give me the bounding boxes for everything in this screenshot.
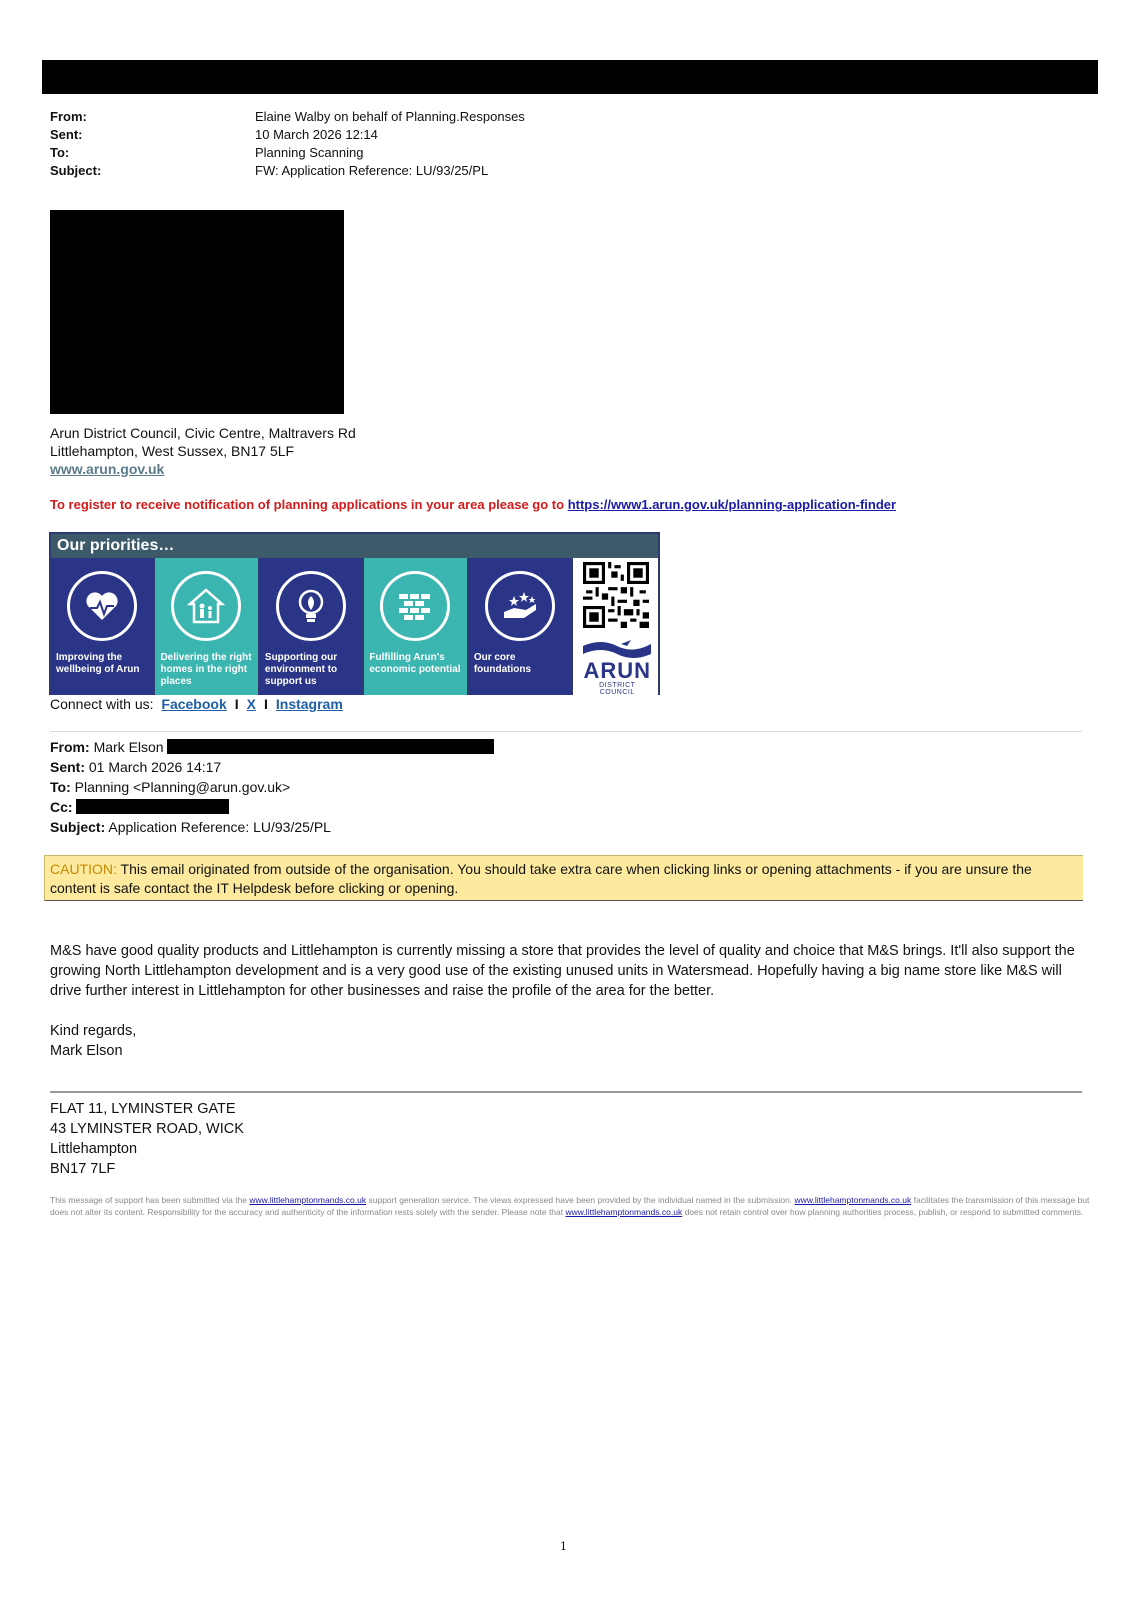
- priorities-tiles: [51, 558, 658, 695]
- priorities-heading: Our priorities…: [51, 534, 658, 558]
- original-to-label: To:: [50, 779, 71, 795]
- original-sent-value: 01 March 2026 14:17: [88, 759, 222, 775]
- arun-logo-tile: [573, 558, 658, 695]
- sign-off: Kind regards,: [50, 1023, 137, 1039]
- planning-notice: [50, 497, 896, 512]
- x-link[interactable]: X: [246, 696, 256, 712]
- priority-caption: Our core foundations: [473, 652, 532, 675]
- planning-finder-link[interactable]: https://www1.arun.gov.uk/planning-application-finder: [567, 497, 897, 512]
- original-subject-row: [50, 818, 331, 836]
- disclaimer-link[interactable]: www.littlehamptonmands.co.uk: [565, 1207, 683, 1217]
- sender-address-line2: 43 LYMINSTER ROAD, WICK: [50, 1121, 244, 1137]
- redaction-bar: [42, 60, 1098, 94]
- sender-address-line3: Littlehampton: [50, 1141, 138, 1157]
- priority-caption: Fulfilling Arun's economic potential: [369, 652, 461, 675]
- header-to-value: Planning Scanning: [255, 145, 364, 160]
- divider: [50, 731, 1082, 732]
- original-sent-row: [50, 758, 221, 776]
- arun-logo-word: ARUN: [583, 658, 652, 683]
- priority-caption: Delivering the right homes in the right places: [160, 652, 252, 687]
- disclaimer-link[interactable]: www.littlehamptonmands.co.uk: [794, 1195, 912, 1205]
- separator: I: [234, 696, 239, 712]
- original-cc-row: [50, 798, 229, 816]
- original-sent-label: Sent:: [50, 759, 85, 775]
- disclaimer-part3: facilitates the transmission of this message but does not alter its content. Responsibility for the accuracy and authenticity of the information rests solely with the sender. Please note that: [50, 1195, 1090, 1217]
- header-to-label: To:: [50, 145, 70, 160]
- priority-tile-foundations: [469, 558, 571, 695]
- header-from-value: Elaine Walby on behalf of Planning.Responses: [255, 109, 525, 124]
- caution-text: This email originated from outside of the organisation. You should take extra care when clicking links or opening attachments - if you are unsure the content is safe contact the IT Helpdesk before clicking or opening.: [50, 861, 1032, 896]
- heart-pulse-icon: [67, 571, 137, 641]
- planning-notice-text: To register to receive notification of planning applications in your area please go to: [50, 497, 565, 512]
- hand-stars-icon: [485, 571, 555, 641]
- original-cc-label: Cc:: [50, 799, 73, 815]
- message-body: M&S have good quality products and Littlehampton is currently missing a store that provides the level of quality and choice that M&S brings. It'll also support the growing North Littlehampton development and is a very good use of the existing unused units in Watersmead. Hopefully having a big name store like M&S will drive further interest in Littlehampton for other businesses and raise the profile of the area for the better.: [50, 943, 1075, 999]
- disclaimer: [50, 1194, 1090, 1218]
- lightbulb-leaf-icon: [276, 571, 346, 641]
- header-sent-value: 10 March 2026 12:14: [255, 127, 378, 142]
- disclaimer-link[interactable]: www.littlehamptonmands.co.uk: [249, 1195, 367, 1205]
- redacted-image: [50, 210, 344, 414]
- brick-wall-icon: [380, 571, 450, 641]
- original-from-row: [50, 738, 494, 756]
- council-address-line1: Arun District Council, Civic Centre, Maltravers Rd: [50, 425, 356, 441]
- header-sent-label: Sent:: [50, 127, 83, 142]
- original-from-value: Mark Elson: [93, 739, 164, 755]
- facebook-link[interactable]: Facebook: [161, 696, 227, 712]
- page-number: 1: [560, 1540, 567, 1553]
- sender-name: Mark Elson: [50, 1043, 123, 1059]
- header-subject-value: FW: Application Reference: LU/93/25/PL: [255, 163, 489, 178]
- instagram-link[interactable]: Instagram: [275, 696, 343, 712]
- priority-caption: Supporting our environment to support us: [264, 652, 338, 687]
- disclaimer-part2: support generation service. The views expressed have been provided by the individual named in the submission.: [368, 1195, 793, 1205]
- disclaimer-part4: does not retain control over how planning authorities process, publish, or respond to submitted comments.: [684, 1207, 1084, 1217]
- priority-caption: Improving the wellbeing of Arun: [56, 652, 140, 675]
- council-address-line2: Littlehampton, West Sussex, BN17 5LF: [50, 443, 295, 459]
- arun-logo-subtitle: DISTRICT COUNCIL: [599, 682, 636, 696]
- original-subject-value: Application Reference: LU/93/25/PL: [108, 819, 331, 835]
- priorities-banner: [49, 532, 660, 695]
- priority-tile-wellbeing: [51, 558, 153, 695]
- connect-label: Connect with us:: [50, 696, 154, 712]
- priority-tile-environment: [260, 558, 362, 695]
- header-from-label: From:: [50, 109, 87, 124]
- caution-banner: [44, 855, 1083, 901]
- sender-address-line1: FLAT 11, LYMINSTER GATE: [50, 1101, 236, 1117]
- original-subject-label: Subject:: [50, 819, 106, 835]
- priority-tile-economic: [364, 558, 466, 695]
- priority-tile-homes: [155, 558, 257, 695]
- original-to-value: Planning <Planning@arun.gov.uk>: [74, 779, 291, 795]
- connect-row: [50, 696, 347, 712]
- original-from-label: From:: [50, 739, 90, 755]
- caution-label: CAUTION:: [50, 861, 117, 877]
- original-to-row: [50, 778, 290, 796]
- header-subject-label: Subject:: [50, 163, 102, 178]
- sender-address-line4: BN17 7LF: [50, 1161, 116, 1177]
- council-website-link[interactable]: www.arun.gov.uk: [50, 461, 165, 477]
- qr-code-icon: [583, 562, 649, 628]
- separator: I: [263, 696, 268, 712]
- divider: [50, 1091, 1082, 1093]
- redacted-cc: [76, 799, 229, 814]
- council-website-row: [50, 460, 164, 478]
- house-family-icon: [171, 571, 241, 641]
- disclaimer-part1: This message of support has been submitted via the: [50, 1195, 248, 1205]
- redacted-email: [167, 739, 494, 754]
